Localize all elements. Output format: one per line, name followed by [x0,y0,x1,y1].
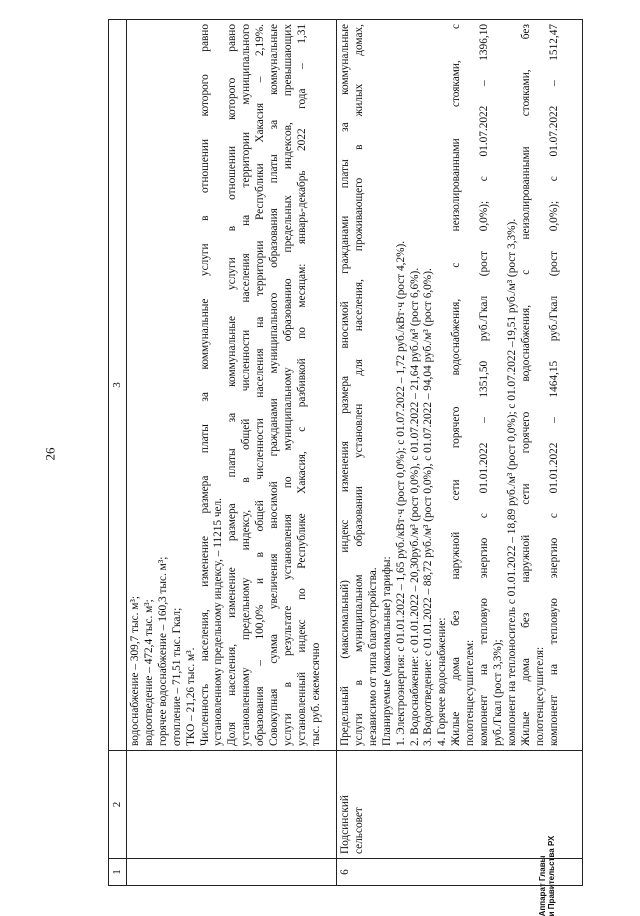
text-line: Жилые дома без наружной сети горячего водоснабжения, с неизолированными стояками, с [450,24,463,746]
text-line: образования – 100,0% и в общей численности населения на территории Республики Хакасия – 2,19%. [254,24,267,746]
continued-text [129,24,324,746]
text-line: Численность населения, изменение размера платы за коммунальные услуги в отношении которого равно [198,24,211,746]
text-line: Жилые дома без наружной сети горячего водоснабжения, с неизолированными стояками, без [519,24,532,746]
stamp-line-1: Аппарат Главы [538,855,547,916]
rotated-table-wrapper [108,19,583,886]
continued-name-cell [127,751,337,859]
continued-text-cell [127,20,337,751]
header-col-3: 3 [109,20,127,751]
text-line: Предельный (максимальный) индекс изменения размера вносимой гражданами платы за коммунальные [339,24,351,746]
text-line: независимо от типа благоустройства. [366,567,379,746]
text-line: Совокупная сумма увеличения вносимой гражданами муниципального образования платы за коммунальные [268,24,281,746]
text-line: установленному предельному индексу, в общей численности населения на территории муниципального [240,24,253,746]
text-line: компонент на тепловую энергию с 01.01.2022 – 1351,50 руб./Гкал (рост 0,0%); с 01.07.2022 – 1396,10 [478,24,491,746]
text-line: 2. Водоснабжение: с 01.01.2022 – 20,30руб./м³ (рост 0,0%), с 01.07.2022 – 21,64 руб./м³ (рост 6,6%). [408,267,421,746]
text-line: водоотведение – 472,4 тыс. м³; [142,599,155,746]
text-line: полотенцесушителя: [533,646,546,746]
text-line: 3. Водоотведение: с 01.01.2022 – 88,72 руб./м³ (рост 0,0%), с 01.07.2022 – 94,04 руб./м³ (рост 6,0%). [422,268,435,746]
text-line: полотенцесушителем: [464,639,477,746]
row-number: 6 [337,859,583,886]
text-line: установленный индекс по Республике Хакасия, с разбивкой по месяцам: январь-декабрь 2022 года – 1,31 [295,24,308,746]
header-row [109,20,127,886]
text-line: Доля населения, изменение размера платы за коммунальные услуги в отношении которого равно [226,24,239,746]
text-line: Планируемые (максимальные) тарифы: [380,556,393,746]
text-line: руб./Гкал (рост 3,3%); [491,639,504,746]
header-col-2: 2 [109,751,127,859]
text-line: 1. Электроэнергия: с 01.01.2022 – 1,65 руб./кВт·ч (рост 0,0%); с 01.07.2022 – 1,72 руб./кВт·ч (рост 4,2%). [394,240,407,746]
continued-row [127,20,337,886]
header-col-1: 1 [109,859,127,886]
text-line: тыс. руб. ежемесячно [309,642,322,746]
row-text-cell [337,20,583,751]
text-line: компонент на тепловую энергию с 01.01.2022 – 1464,15 руб./Гкал (рост 0,0%); с 01.07.2022 – 1512,47 [547,24,560,746]
text-line: услуги в муниципальном образовании установлен для населения, проживающего в жилых домах, [352,24,365,746]
text-line: ТКО – 21,26 тыс. м³. [184,647,197,746]
text-line: установленному предельному индексу, – 11215 чел. [212,497,225,746]
stamp-line-2: и Правительства РХ [547,835,556,916]
text-line: услуги в результате установления по муниципальному образованию предельных индексов, превышающих [281,24,294,746]
text-line: 4. Горячее водоснабжение: [436,617,449,746]
text-line: компонент на теплоноситель с 01.01.2022 – 18,89 руб./м³ (рост 0,0%); с 01.07.2022 –19,51 руб./м³ (рост 3,3%). [505,218,518,746]
table-row [337,20,583,886]
data-table [108,19,583,886]
text-line: отопление – 71,51 тыс. Гкал; [170,607,183,746]
page-number: 26 [42,447,58,461]
text-line: горячее водоснабжение – 160,3 тыс. м³; [156,556,169,746]
row-name: Подсинский сельсовет [337,751,583,859]
text-line: водоснабжение – 309,7 тыс. м³; [129,596,141,746]
continued-num-cell [127,859,337,886]
row-text [339,24,562,746]
